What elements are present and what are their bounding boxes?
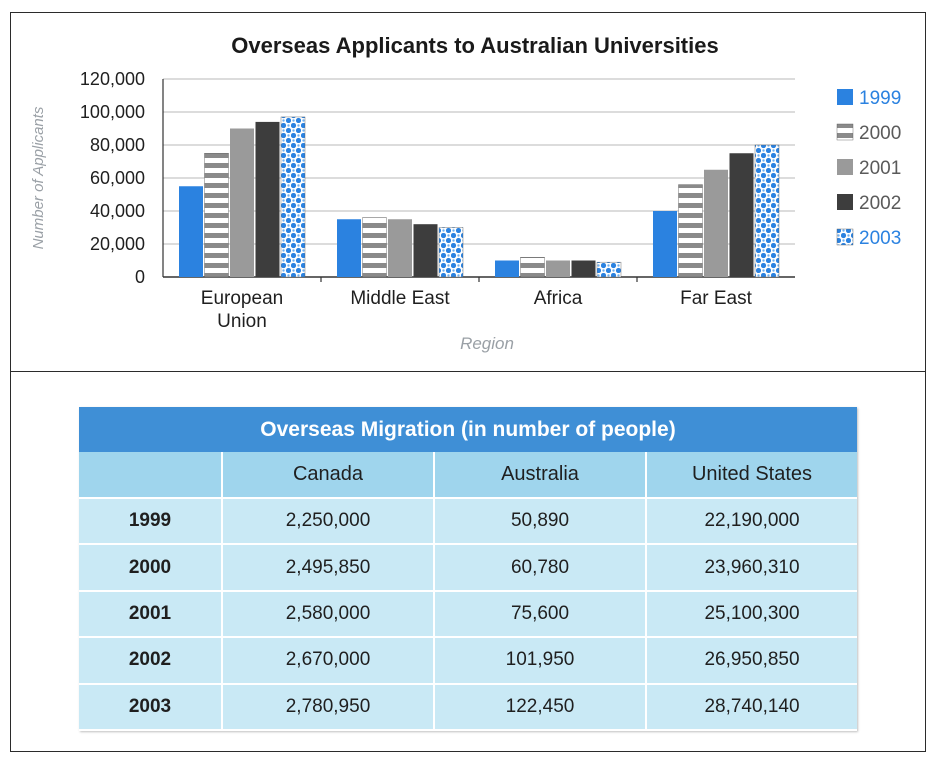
y-axis-ticks <box>80 69 145 287</box>
column-header: Australia <box>435 452 647 499</box>
category-label: Africa <box>533 288 583 309</box>
x-axis-label: Region <box>460 334 514 353</box>
header-corner <box>79 452 223 499</box>
table-title: Overseas Migration (in number of people) <box>79 407 857 452</box>
row-year: 2001 <box>79 592 223 638</box>
bar-2000 <box>205 153 229 277</box>
section-divider <box>10 371 926 372</box>
bars <box>179 117 779 277</box>
bar-2002 <box>572 261 596 278</box>
y-tick-label: 0 <box>134 267 145 287</box>
bar-2001 <box>230 129 254 278</box>
bar-2002 <box>730 153 754 277</box>
table-cell: 25,100,300 <box>647 592 857 638</box>
table-cell: 23,960,310 <box>647 545 857 591</box>
bar-2000 <box>679 185 703 277</box>
bar-2002 <box>256 122 280 277</box>
bar-1999 <box>653 211 677 277</box>
bar-2002 <box>414 224 438 277</box>
legend-label-2000: 2000 <box>859 123 902 144</box>
table-cell: 122,450 <box>435 685 647 731</box>
legend-label-2003: 2003 <box>859 228 902 249</box>
row-year: 2003 <box>79 685 223 731</box>
table-cell: 101,950 <box>435 638 647 684</box>
chart-title: Overseas Applicants to Australian Universities <box>231 33 719 58</box>
bar-2000 <box>363 218 387 277</box>
table-cell: 26,950,850 <box>647 638 857 684</box>
category-label: Middle East <box>350 288 450 309</box>
table-cell: 60,780 <box>435 545 647 591</box>
table-cell: 2,495,850 <box>223 545 435 591</box>
y-tick-label: 60,000 <box>89 168 145 188</box>
bar-2000 <box>521 257 545 277</box>
bar-2003 <box>597 262 621 277</box>
bar-2001 <box>704 170 728 277</box>
category-label: European <box>200 288 284 309</box>
table-cell: 22,190,000 <box>647 499 857 545</box>
table-cell: 2,670,000 <box>223 638 435 684</box>
category-label: Far East <box>680 288 752 309</box>
legend-swatch-2002 <box>837 194 853 210</box>
table-grid <box>79 452 857 731</box>
bar-2003 <box>439 228 463 278</box>
legend-label-1999: 1999 <box>859 88 902 109</box>
bar-2001 <box>388 219 412 277</box>
y-tick-label: 100,000 <box>79 102 145 122</box>
migration-table <box>79 407 857 731</box>
row-year: 2002 <box>79 638 223 684</box>
x-axis-categories <box>201 288 753 332</box>
column-header: United States <box>647 452 857 499</box>
legend-label-2002: 2002 <box>859 193 902 214</box>
category-label: Union <box>217 311 267 332</box>
table-cell: 28,740,140 <box>647 685 857 731</box>
legend-swatch-2003 <box>837 229 853 245</box>
legend <box>837 88 901 249</box>
y-tick-label: 80,000 <box>89 135 145 155</box>
table-cell: 2,580,000 <box>223 592 435 638</box>
bar-1999 <box>337 219 361 277</box>
y-tick-label: 20,000 <box>89 234 145 254</box>
row-year: 2000 <box>79 545 223 591</box>
y-tick-label: 40,000 <box>89 201 145 221</box>
table-cell: 2,780,950 <box>223 685 435 731</box>
legend-swatch-2001 <box>837 159 853 175</box>
table-cell: 75,600 <box>435 592 647 638</box>
table-cell: 2,250,000 <box>223 499 435 545</box>
legend-swatch-2000 <box>837 124 853 140</box>
y-tick-label: 120,000 <box>79 69 145 89</box>
bar-2001 <box>546 261 570 278</box>
bar-2003 <box>755 145 779 277</box>
y-axis-label: Number of Applicants <box>30 106 47 250</box>
bar-2003 <box>281 117 305 277</box>
applicants-bar-chart <box>11 13 925 370</box>
column-header: Canada <box>223 452 435 499</box>
bar-1999 <box>179 186 203 277</box>
legend-swatch-1999 <box>837 89 853 105</box>
legend-label-2001: 2001 <box>859 158 902 179</box>
bar-1999 <box>495 261 519 278</box>
row-year: 1999 <box>79 499 223 545</box>
table-cell: 50,890 <box>435 499 647 545</box>
